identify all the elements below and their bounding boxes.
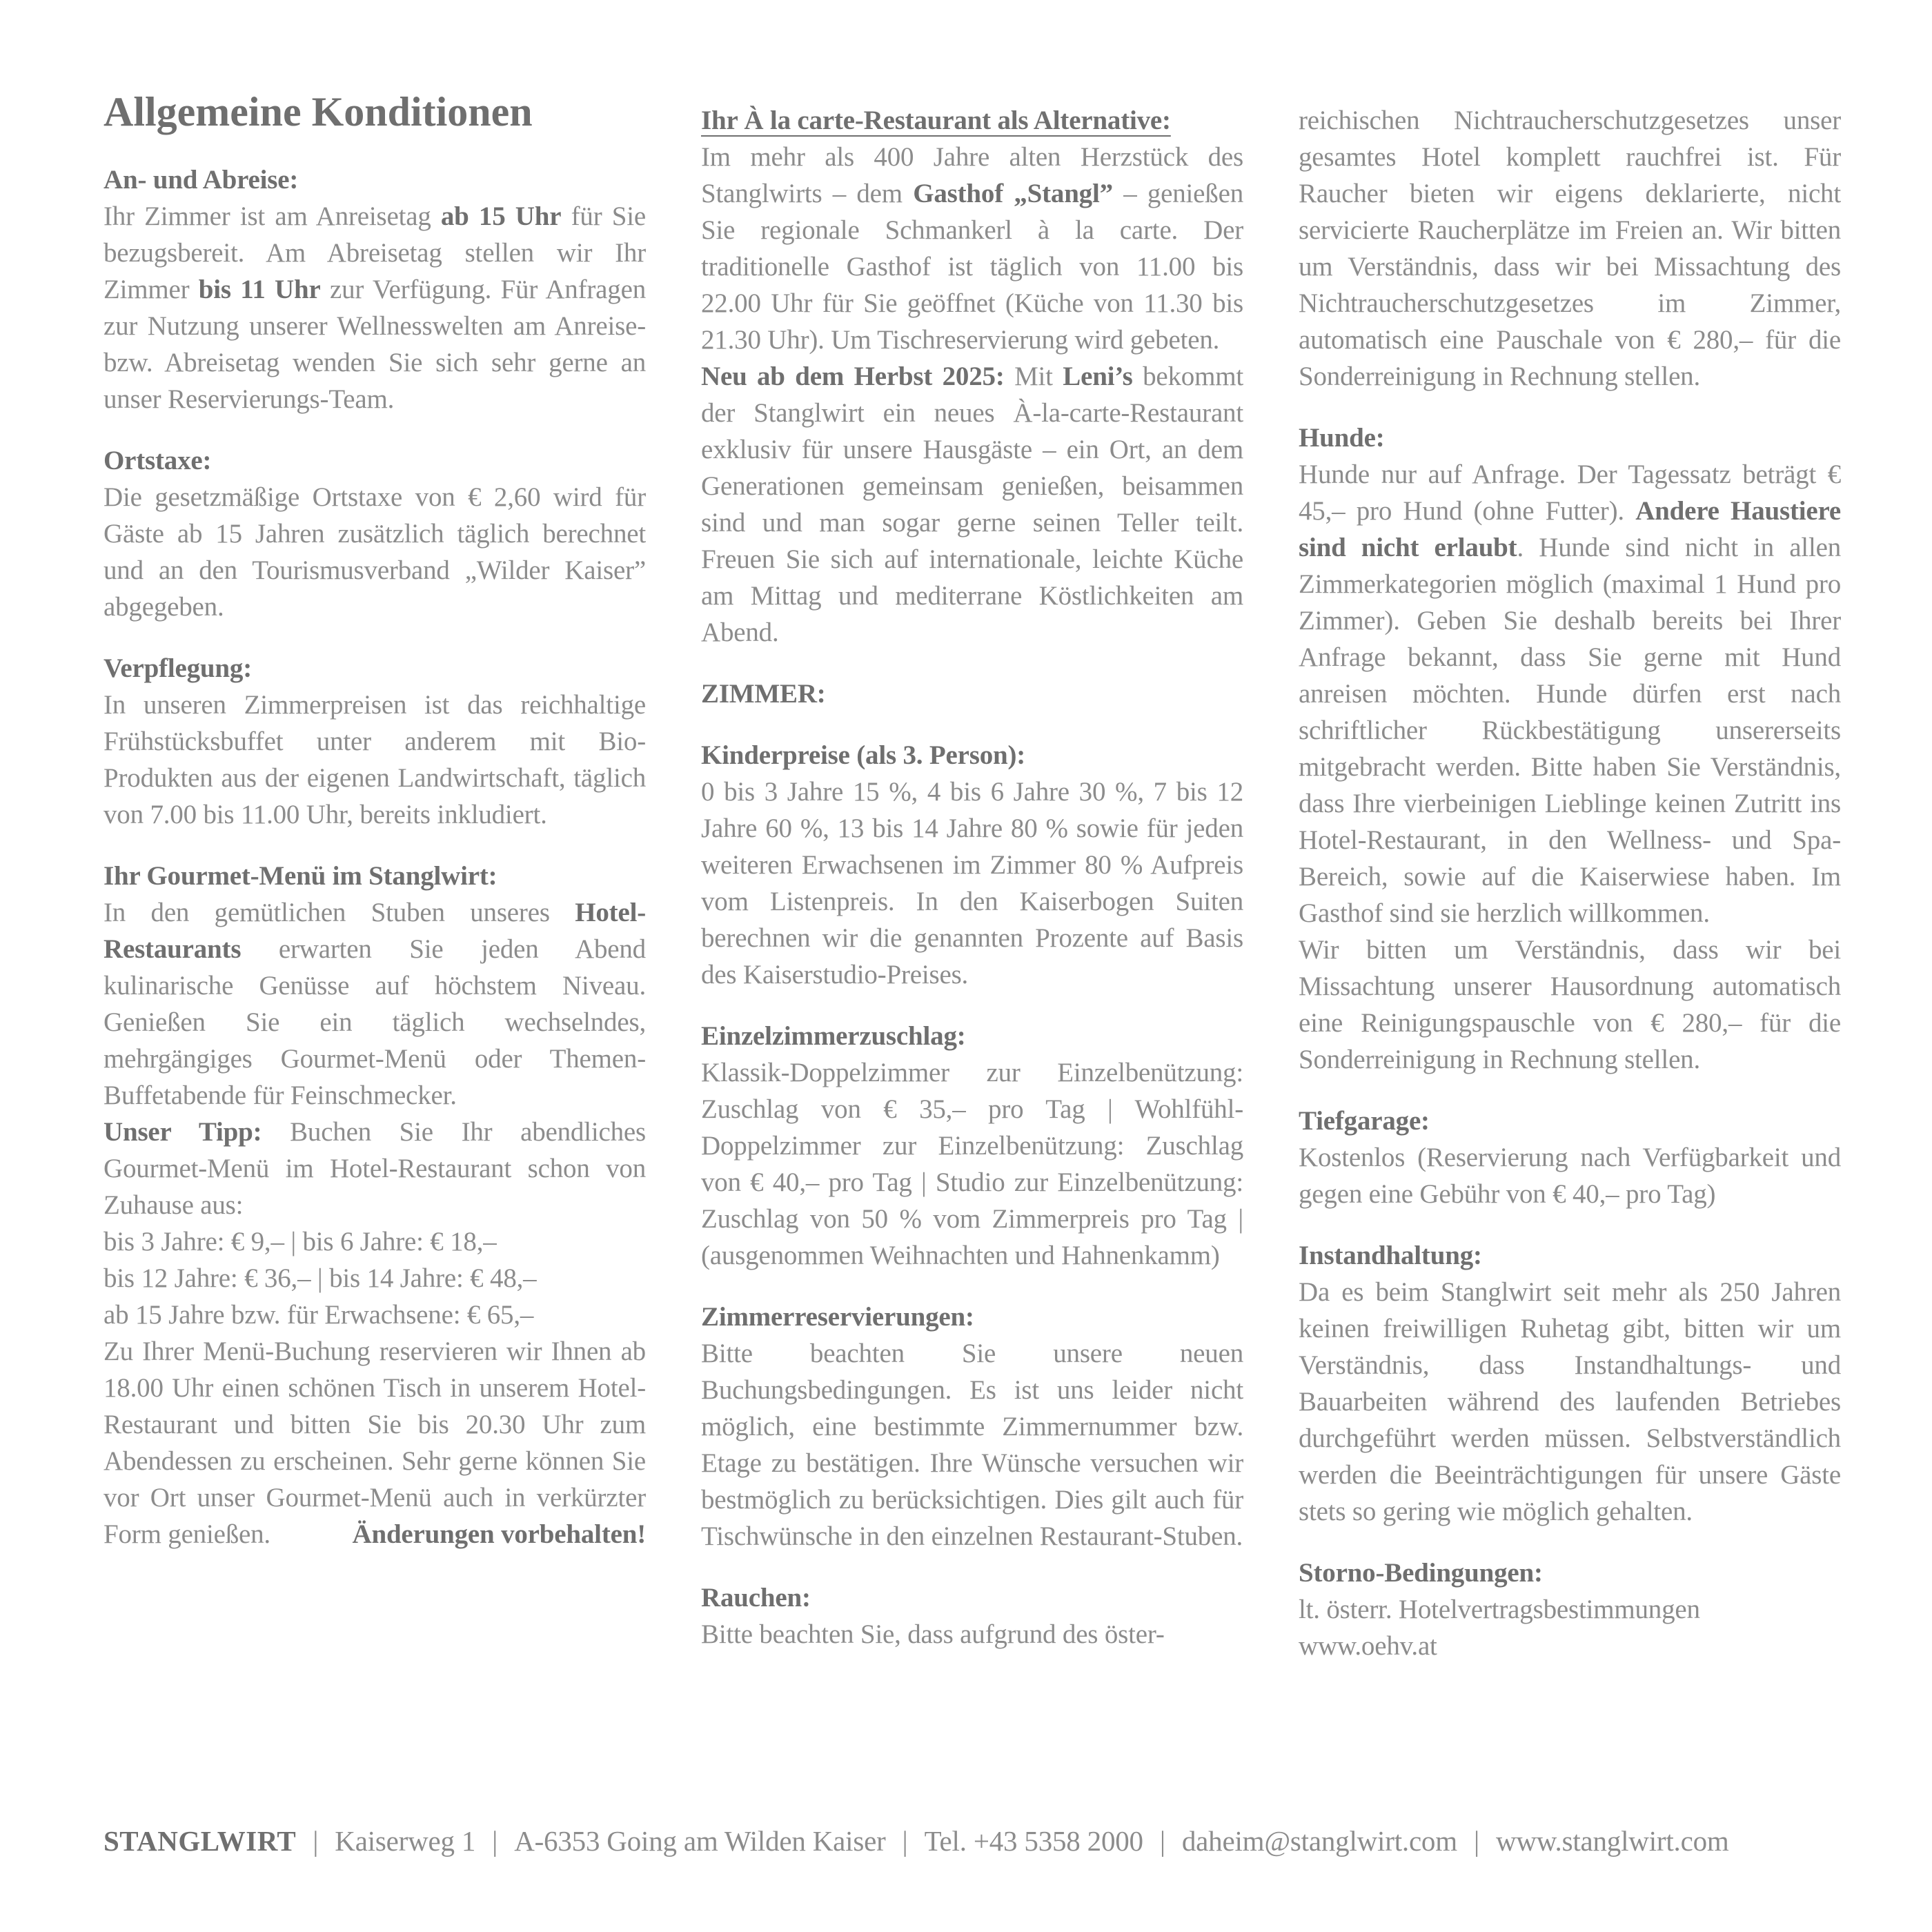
column-left — [103, 87, 646, 1552]
paragraph — [103, 894, 646, 1114]
section-heading: Tiefgarage: — [1299, 1106, 1430, 1136]
bold-text-run: Gasthof „Stangl” — [913, 179, 1113, 208]
text-run: In den gemütlichen Stuben unseres — [103, 898, 575, 927]
footer-brand: STANGLWIRT — [103, 1825, 297, 1857]
bold-text-run: Änderungen vorbehalten! — [352, 1519, 646, 1549]
section-heading: Rauchen: — [701, 1583, 811, 1613]
paragraph — [701, 1335, 1243, 1555]
column-middle — [701, 102, 1243, 1653]
section-heading: Verpflegung: — [103, 653, 252, 683]
paragraph — [1299, 456, 1841, 931]
text-line: bis 3 Jahre: € 9,– | bis 6 Jahre: € 18,– — [103, 1227, 497, 1256]
paragraph — [103, 687, 646, 833]
paragraph — [701, 139, 1243, 358]
text-run: Wir bitten um Verständnis, dass wir bei Missachtung unserer Hausordnung automatisch eine Reinigungspauschle von € 280,– für die Sonderreinigung in Rechnung stellen. — [1299, 935, 1841, 1074]
paragraph — [1299, 1139, 1841, 1212]
footer — [103, 1822, 1842, 1860]
text-run: Zu Ihrer Menü-Buchung reservieren wir Ihnen ab 18.00 Uhr einen schönen Tisch in unserem Hotel-Restaurant und bitten Sie bis 20.30 Uhr zum Abendessen zu erscheinen. Sehr gerne können Sie vor Ort unser Gourmet-Menü auch in verkürzter Form genießen. — [103, 1337, 646, 1549]
section-heading: Hunde: — [1299, 423, 1385, 453]
text-lines — [1299, 1591, 1841, 1664]
text-run: 0 bis 3 Jahre 15 %, 4 bis 6 Jahre 30 %, 7 bis 12 Jahre 60 %, 13 bis 14 Jahre 80 % sowie für jeden weiteren Erwachsenen im Zimmer 80 % Aufpreis vom Listenpreis. In den Kaiserbogen Suiten berechnen wir die genannten Prozente auf Basis des Kaiserstudio-Preises. — [701, 777, 1243, 989]
paragraph — [1299, 102, 1841, 395]
text-run: Da es beim Stanglwirt seit mehr als 250 Jahren keinen freiwilligen Ruhetag gibt, bitten wir um Verständnis, dass Instandhaltungs- und Bauarbeiten während des laufenden Betriebes durchgeführt werden müssen. Selbstverständlich werden die Beeinträchtigungen für unsere Gäste stets so gering wie möglich gehalten. — [1299, 1277, 1841, 1526]
bold-text-run: ab 15 Uhr — [440, 201, 562, 231]
text-line: ab 15 Jahre bzw. für Erwachsene: € 65,– — [103, 1300, 534, 1330]
footer-item: Tel. +43 5358 2000 — [924, 1825, 1143, 1857]
text-line: www.oehv.at — [1299, 1631, 1437, 1661]
section-heading-underlined: Ihr À la carte-Restaurant als Alternative: — [701, 106, 1171, 135]
text-run: Klassik-Doppelzimmer zur Einzelbenützung: Zuschlag von € 35,– pro Tag | Wohlfühl-Doppelzimmer zur Einzelbenützung: Zuschlag von € 40,– pro Tag | Studio zur Einzelbenützung: Zuschlag von 50 % vom Zimmerpreis pro Tag | (ausgenommen Weihnachten und Hahnenkamm) — [701, 1058, 1243, 1270]
section-heading: Instandhaltung: — [1299, 1241, 1482, 1270]
paragraph — [1299, 1274, 1841, 1530]
footer-item: Kaiserweg 1 — [335, 1825, 476, 1857]
footer-separator: | — [492, 1825, 498, 1857]
text-line: bis 12 Jahre: € 36,– | bis 14 Jahre: € 48,– — [103, 1263, 537, 1293]
section-heading: ZIMMER: — [701, 679, 826, 709]
section-heading: An- und Abreise: — [103, 165, 299, 195]
paragraph — [103, 1114, 646, 1223]
section-heading: Storno-Bedingungen: — [1299, 1558, 1543, 1588]
text-run: – genießen Sie regionale Schmankerl à la carte. Der traditionelle Gasthof ist täglich von 11.00 bis 22.00 Uhr für Sie geöffnet (Küche von 11.30 bis 21.30 Uhr). Um Tischreservierung wird gebeten. — [701, 179, 1243, 355]
bold-text-run: Leni’s — [1063, 362, 1133, 391]
text-run: Mit — [1004, 362, 1063, 391]
section-heading: Ortstaxe: — [103, 446, 212, 475]
paragraph — [1299, 931, 1841, 1078]
text-run: Kostenlos (Reservierung nach Verfügbarkeit und gegen eine Gebühr von € 40,– pro Tag) — [1299, 1143, 1841, 1209]
text-run: Im mehr als 400 Jahre alten Herzstück des Stanglwirts – dem — [701, 142, 1243, 208]
text-run: zur Verfügung. Für Anfragen zur Nutzung unserer Wellnesswelten am Anreise- bzw. Abreisetag wenden Sie sich sehr gerne an unser Reservierungs-Team. — [103, 275, 647, 414]
section-heading: Zimmerreservierungen: — [701, 1302, 974, 1332]
section-heading: Kinderpreise (als 3. Person): — [701, 740, 1026, 770]
text-run: Hunde nur auf Anfrage. Der Tagessatz beträgt € 45,– pro Hund (ohne Futter). — [1299, 460, 1841, 526]
section-heading: Ihr Gourmet-Menü im Stanglwirt: — [103, 861, 497, 891]
text-line: lt. österr. Hotelvertragsbestimmungen — [1299, 1595, 1700, 1624]
footer-separator: | — [1159, 1825, 1165, 1857]
paragraph — [701, 773, 1243, 993]
footer-item: A-6353 Going am Wilden Kaiser — [514, 1825, 886, 1857]
text-run: Die gesetzmäßige Ortstaxe von € 2,60 wird für Gäste ab 15 Jahren zusätzlich täglich berechnet und an den Tourismusverband „Wilder Kaiser” abgegeben. — [103, 482, 646, 622]
text-run: Bitte beachten Sie, dass aufgrund des öster- — [701, 1619, 1165, 1649]
footer-item: daheim@stanglwirt.com — [1181, 1825, 1457, 1857]
text-lines — [103, 1223, 646, 1333]
text-run: bekommt der Stanglwirt ein neues À-la-carte-Restaurant exklusiv für unsere Hausgäste – ein Ort, an dem Generationen gemeinsam genießen, beisammen sind und man sogar gerne seinen Teller teilt. Freuen Sie sich auf internationale, leichte Küche am Mittag und mediterrane Köstlichkeiten am Abend. — [701, 362, 1243, 647]
text-run: . Hunde sind nicht in allen Zimmerkategorien möglich (maximal 1 Hund pro Zimmer). Geben Sie deshalb bereits bei Ihrer Anfrage bekannt, dass Sie gerne mit Hund anreisen möchten. Hunde dürfen erst nach schriftlicher Rückbestätigung unsererseits mitgebracht werden. Bitte haben Sie Verständnis, dass Ihre vierbeinigen Lieblinge keinen Zutritt ins Hotel-Restaurant, in den Wellness- und Spa-Bereich, sowie auf die Kaiserwiese haben. Im Gasthof sind sie herzlich willkommen. — [1299, 533, 1841, 928]
paragraph — [701, 1054, 1243, 1274]
paragraph — [701, 1616, 1243, 1653]
paragraph — [103, 198, 646, 417]
bold-text-run: Andere Haustiere sind nicht erlaubt — [1299, 496, 1842, 562]
bold-text-run: Neu ab dem Herbst 2025: — [701, 362, 1005, 391]
text-run: In unseren Zimmerpreisen ist das reichhaltige Frühstücksbuffet unter anderem mit Bio-Produkten aus der eigenen Landwirtschaft, täglich von 7.00 bis 11.00 Uhr, bereits inkludiert. — [103, 690, 646, 829]
footer-separator: | — [902, 1825, 908, 1857]
bold-text-run: bis 11 Uhr — [198, 275, 321, 304]
text-run: für Sie bezugsbereit. Am Abreisetag stellen wir Ihr Zimmer — [103, 201, 646, 304]
text-run: Bitte beachten Sie unsere neuen Buchungsbedingungen. Es ist uns leider nicht möglich, eine bestimmte Zimmernummer bzw. Etage zu bestätigen. Ihre Wünsche versuchen wir bestmöglich zu berücksichtigen. Dies gilt auch für Tischwünsche in den einzelnen Restaurant-Stuben. — [701, 1339, 1243, 1551]
column-right — [1299, 102, 1841, 1664]
page-title: Allgemeine Konditionen — [103, 89, 533, 135]
paragraph — [701, 358, 1243, 651]
paragraph — [103, 479, 646, 625]
paragraph — [103, 1333, 646, 1552]
text-run: Buchen Sie Ihr abendliches Gourmet-Menü im Hotel-Restaurant schon von Zuhause aus: — [103, 1117, 646, 1220]
footer-separator: | — [313, 1825, 319, 1857]
text-run: reichischen Nichtraucherschutzgesetzes unser gesamtes Hotel komplett rauchfrei ist. Für Raucher bieten wir eigens deklarierte, nicht servicierte Raucherplätze im Freien an. Wir bitten um Verständnis, dass wir bei Missachtung des Nichtraucherschutzgesetzes im Zimmer, automatisch eine Pauschale von € 280,– für die Sonderreinigung in Rechnung stellen. — [1299, 106, 1841, 391]
text-run: erwarten Sie jeden Abend kulinarische Genüsse auf höchstem Niveau. Genießen Sie ein täglich wechselndes, mehrgängiges Gourmet-Menü oder Themen-Buffetabende für Feinschmecker. — [103, 934, 646, 1110]
footer-separator: | — [1473, 1825, 1479, 1857]
bold-text-run: Hotel-Restaurants — [103, 898, 646, 964]
text-run: Ihr Zimmer ist am Anreisetag — [103, 201, 441, 231]
footer-item: www.stanglwirt.com — [1495, 1825, 1729, 1857]
section-heading: Einzelzimmerzuschlag: — [701, 1021, 966, 1051]
bold-text-run: Unser Tipp: — [103, 1117, 262, 1147]
